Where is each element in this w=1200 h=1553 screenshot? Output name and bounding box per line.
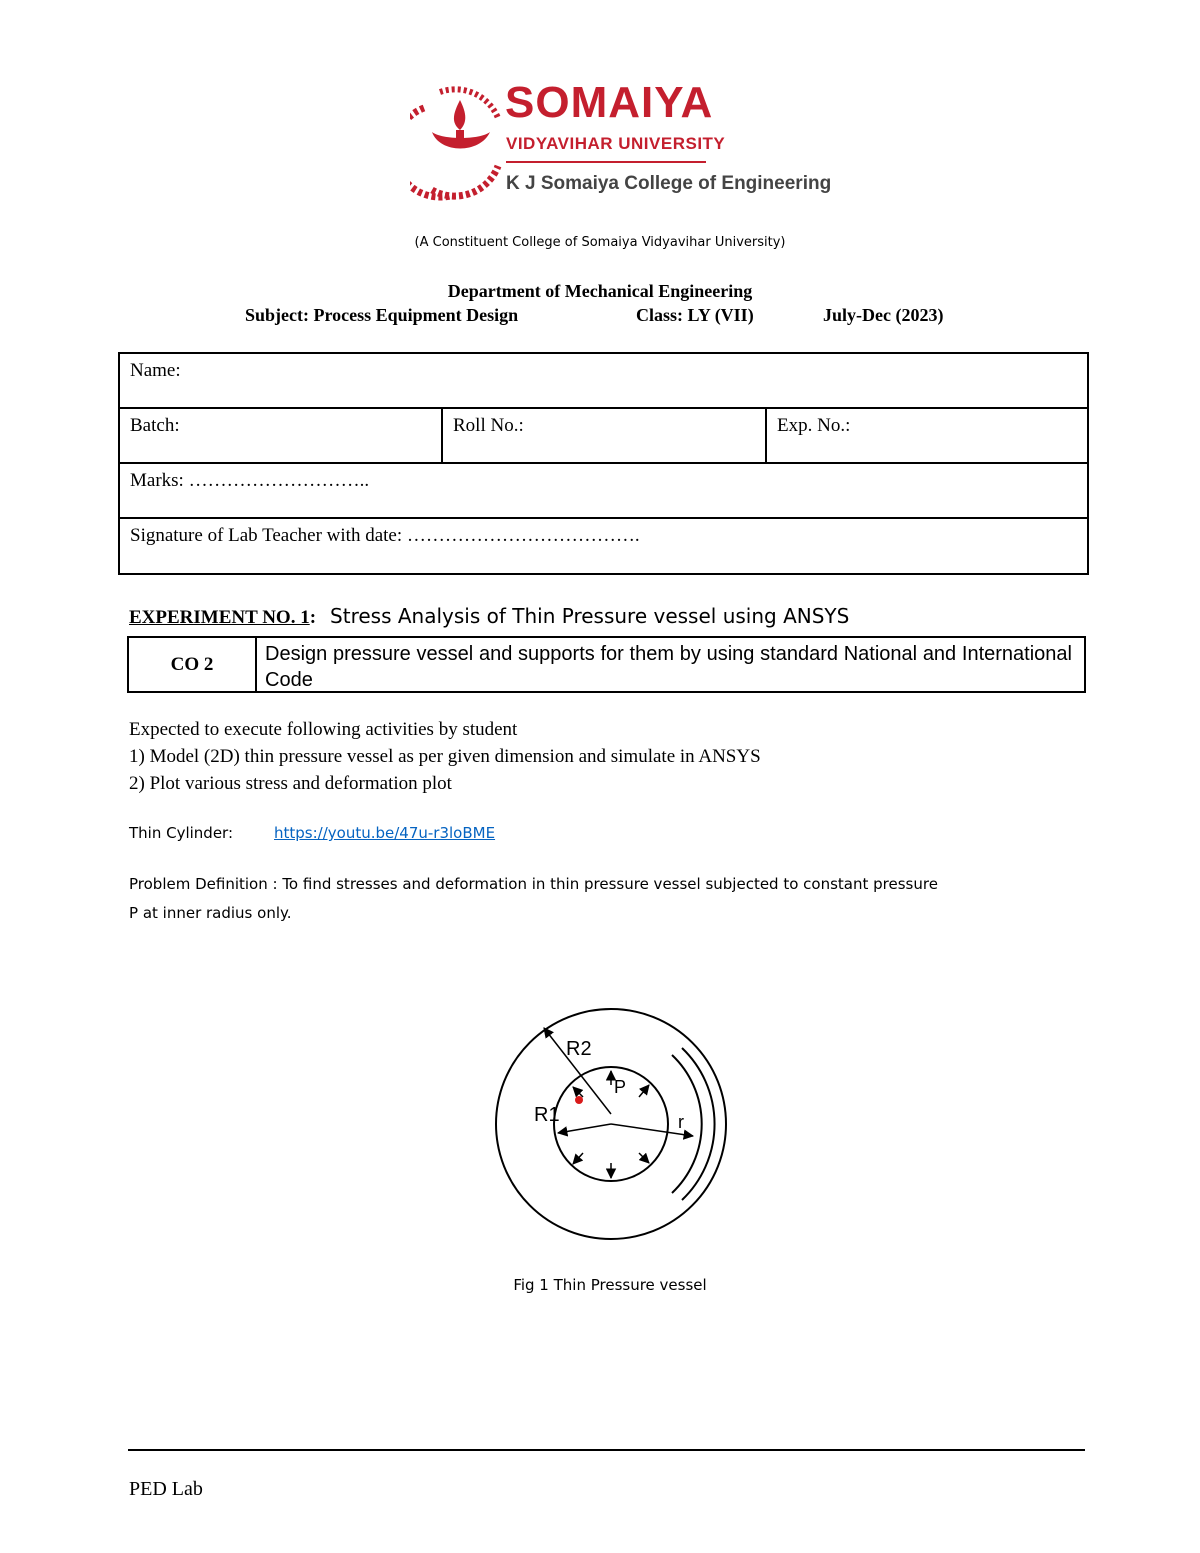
exp-no-field[interactable]: Exp. No.:	[777, 415, 851, 436]
name-field[interactable]: Name:	[130, 360, 181, 381]
label-r1: R1	[534, 1104, 560, 1126]
logo-divider	[506, 161, 706, 163]
label-r: r	[678, 1112, 684, 1132]
activity-item-2: 2) Plot various stress and deformation plot	[129, 773, 452, 794]
experiment-number: EXPERIMENT NO. 1	[129, 607, 310, 628]
logo-college-name: K J Somaiya College of Engineering	[506, 173, 832, 194]
experiment-heading	[129, 604, 849, 629]
red-marker-dot	[575, 1096, 583, 1104]
marks-field[interactable]: Marks: ………………………..	[130, 470, 370, 491]
name-row	[120, 354, 1087, 409]
term-label: July-Dec (2023)	[823, 305, 944, 325]
logo-university: VIDYAVIHAR UNIVERSITY	[506, 134, 726, 153]
roll-no-field[interactable]: Roll No.:	[453, 415, 524, 436]
marks-row	[120, 464, 1087, 519]
problem-definition-line-2: P at inner radius only.	[129, 904, 292, 922]
signature-row	[120, 519, 1087, 573]
course-outcome-table	[127, 636, 1086, 693]
footer-rule	[128, 1449, 1085, 1451]
experiment-colon: :	[309, 607, 317, 628]
activity-item-1: 1) Model (2D) thin pressure vessel as per given dimension and simulate in ANSYS	[129, 746, 761, 767]
experiment-title: Stress Analysis of Thin Pressure vessel using ANSYS	[330, 604, 850, 628]
problem-definition-line-1: Problem Definition : To find stresses and deformation in thin pressure vessel subjected to constant pressure	[129, 875, 938, 893]
video-link[interactable]: https://youtu.be/47u-r3loBME	[274, 824, 496, 842]
figure-caption: Fig 1 Thin Pressure vessel	[513, 1276, 707, 1294]
department-title: Department of Mechanical Engineering	[447, 281, 753, 301]
activities-intro: Expected to execute following activities by student	[129, 719, 518, 740]
emblem-icon	[410, 89, 498, 197]
signature-field[interactable]: Signature of Lab Teacher with date: ……………………………….	[130, 525, 640, 546]
footer-text: PED Lab	[129, 1478, 203, 1500]
constituent-note: (A Constituent College of Somaiya Vidyavihar University)	[414, 235, 786, 250]
label-r2: R2	[566, 1038, 592, 1060]
subject-label: Subject: Process Equipment Design	[245, 305, 519, 325]
batch-row	[120, 409, 1087, 464]
pressure-vessel-figure	[494, 1003, 734, 1253]
video-label: Thin Cylinder:	[129, 824, 234, 842]
co-code: CO 2	[129, 638, 257, 691]
co-description: Design pressure vessel and supports for them by using standard National and International Code	[265, 643, 1072, 691]
student-info-table	[118, 352, 1089, 575]
logo-brand-name: SOMAIYA	[505, 78, 714, 127]
label-p: P	[614, 1077, 627, 1097]
batch-field[interactable]: Batch:	[130, 415, 180, 436]
class-label: Class: LY (VII)	[636, 305, 754, 325]
subject-row	[0, 305, 1200, 329]
